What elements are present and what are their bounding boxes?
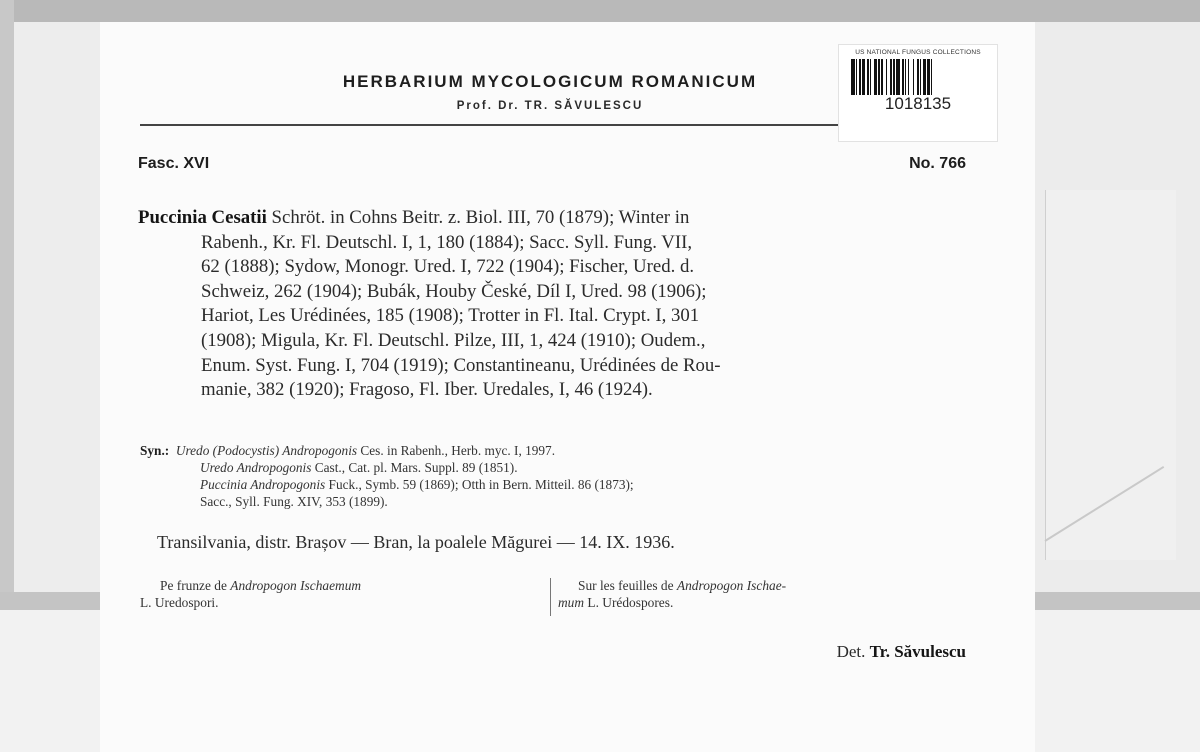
herbarium-title: HERBARIUM MYCOLOGICUM ROMANICUM: [342, 72, 758, 91]
specimen-number: No. 766: [909, 155, 966, 172]
synonym-citation: Cast., Cat. pl. Mars. Suppl. 89 (1851).: [311, 460, 518, 475]
host-name: Andropogon Ischaemum: [230, 578, 362, 593]
reference-text: Schröt. in Cohns Beitr. z. Biol. III, 70 (1879); Winter in: [266, 207, 690, 228]
reference-line: [138, 206, 968, 231]
host-romanian: [140, 577, 540, 611]
background-top: [0, 0, 1200, 22]
background-left-strip: [0, 0, 14, 610]
taxon-references: [138, 206, 968, 403]
reference-line: (1908); Migula, Kr. Fl. Deutschl. Pilze, III, 1, 424 (1910); Oudem.,: [201, 329, 706, 351]
herbarium-label: [100, 22, 1035, 752]
reference-line: manie, 382 (1920); Fragoso, Fl. Iber. Uredales, I, 46 (1924).: [201, 379, 653, 401]
reference-line: Enum. Syst. Fung. I, 704 (1919); Constantineanu, Urédinées de Rou-: [201, 354, 721, 376]
determiner-name: Tr. Săvulescu: [869, 642, 966, 661]
synonym-line: Sacc., Syll. Fung. XIV, 353 (1899).: [200, 494, 388, 509]
synonym-line: [140, 442, 970, 459]
synonym-name: Puccinia Andropogonis: [200, 477, 326, 492]
reference-line: Hariot, Les Urédinées, 185 (1908); Trotter in Fl. Ital. Crypt. I, 301: [201, 305, 700, 327]
host-name-cont: mum: [558, 595, 585, 610]
host-prefix: Pe frunze de: [160, 578, 231, 593]
synonym-citation: Ces. in Rabenh., Herb. myc. I, 1997.: [357, 443, 556, 458]
barcode-bar: [932, 59, 934, 95]
synonyms-label: Syn.:: [140, 443, 170, 458]
spore-stage: L. Urédospores.: [584, 595, 674, 610]
barcode-sticker: [838, 44, 998, 142]
synonyms-block: [140, 442, 970, 510]
reference-line: Rabenh., Kr. Fl. Deutschl. I, 1, 180 (1884); Sacc. Syll. Fung. VII,: [201, 231, 693, 253]
barcode-icon: [851, 59, 985, 95]
column-divider: [550, 578, 551, 616]
determiner-prefix: Det.: [836, 642, 870, 661]
barcode-caption: US NATIONAL FUNGUS COLLECTIONS: [855, 49, 981, 56]
fascicle-number: Fasc. XVI: [138, 155, 210, 172]
synonym-name: Uredo (Podocystis) Andropogonis: [175, 443, 358, 458]
host-name: Andropogon Ischae-: [676, 578, 787, 593]
determiner: [837, 642, 966, 662]
synonym-line: [140, 459, 970, 476]
barcode-number: 1018135: [884, 94, 952, 113]
herbarium-director: Prof. Dr. TR. SĂVULESCU: [456, 100, 644, 112]
envelope-left-panel: [14, 22, 101, 592]
host-french: [558, 577, 978, 611]
synonym-line: [140, 476, 970, 493]
host-prefix: Sur les feuilles de: [578, 578, 677, 593]
reference-line: Schweiz, 262 (1904); Bubák, Houby České, Díl I, Ured. 98 (1906);: [201, 280, 707, 302]
reference-line: 62 (1888); Sydow, Monogr. Ured. I, 722 (1904); Fischer, Ured. d.: [201, 256, 695, 278]
taxon-name: Puccinia Cesatii: [138, 207, 267, 228]
envelope-flap: [1045, 190, 1176, 560]
synonym-citation: Fuck., Symb. 59 (1869); Otth in Bern. Mitteil. 86 (1873);: [325, 477, 634, 492]
collection-locality: Transilvania, distr. Brașov — Bran, la poalele Măgurei — 14. IX. 1936.: [157, 532, 675, 552]
spore-stage: L. Uredospori.: [140, 595, 219, 610]
synonym-name: Uredo Andropogonis: [200, 460, 312, 475]
